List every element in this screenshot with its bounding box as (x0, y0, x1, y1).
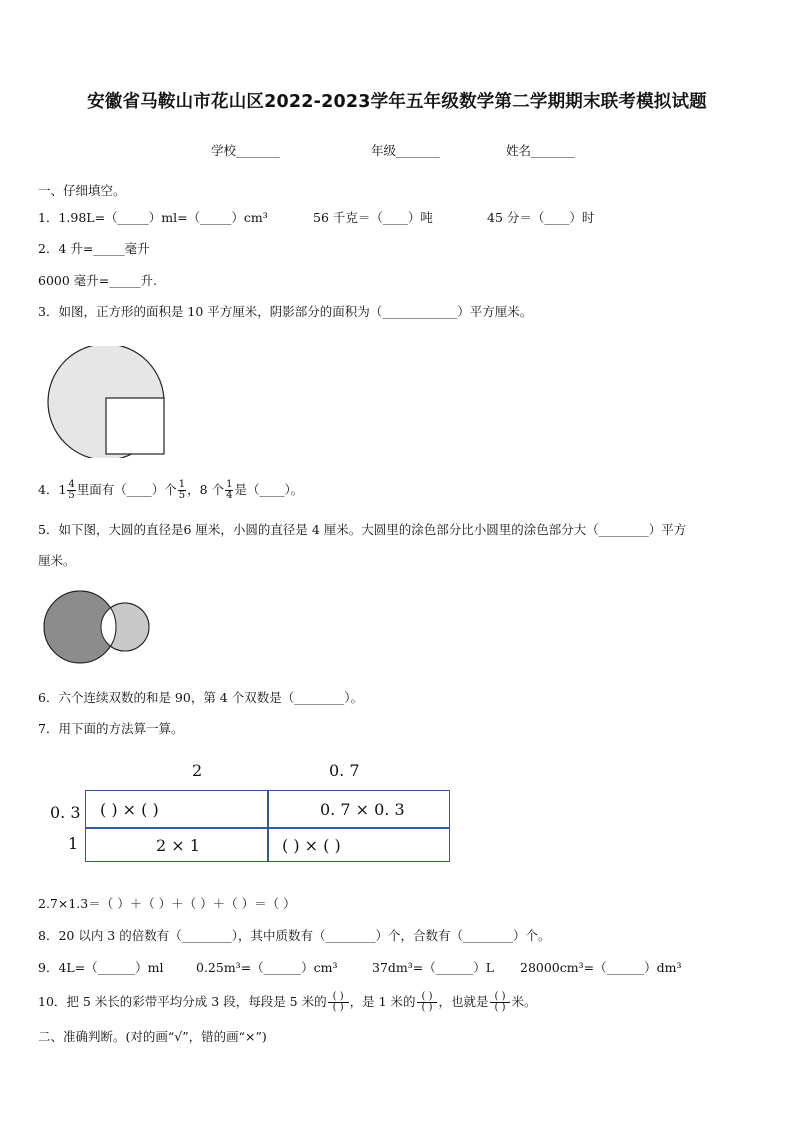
section-1-heading: 一、仔细填空。 (38, 183, 126, 198)
question-10-prefix: 10．把 5 米长的彩带平均分成 3 段，每段是 5 米的 (38, 994, 327, 1009)
question-10-text (38, 992, 537, 1013)
fraction-one-quarter (225, 480, 233, 501)
question-7-equation: 2.7×1.3＝（ ）＋（ ）＋（ ）＋（ ）＝（ ） (38, 896, 296, 911)
question-2-line-2: 6000 毫升=_____升. (38, 273, 157, 288)
circle-square-figure (40, 346, 172, 458)
fraction-numerator: 4 (68, 479, 75, 490)
grid-divider-vertical (267, 791, 269, 861)
fraction-numerator: ( ) (490, 992, 511, 1003)
grid-cell-1-2: 0. 7 × 0. 3 (320, 800, 405, 819)
fraction-numerator: 1 (178, 479, 186, 490)
question-10-suffix: 米。 (511, 994, 537, 1009)
question-4-mid-1: 里面有（____）个 (76, 482, 177, 497)
multiplication-grid (85, 790, 450, 862)
section-2-heading: 二、准确判断。(对的画“√”，错的画“×”) (38, 1029, 267, 1044)
question-9-part-c: 37dm³=（______）L (372, 960, 495, 975)
question-9-part-a: 9．4L=（______）ml (38, 960, 164, 975)
question-8-text: 8．20 以内 3 的倍数有（________），其中质数有（________）个，合数有（________）个。 (38, 928, 551, 943)
grid-cell-2-1: 2 × 1 (156, 836, 200, 855)
question-5-line-2: 厘米。 (38, 553, 76, 568)
question-4-text (38, 480, 303, 501)
question-9-part-b: 0.25m³=（______）cm³ (196, 960, 338, 975)
grade-field-label: 年级_______ (371, 143, 440, 158)
school-field-label: 学校_______ (211, 143, 280, 158)
fraction-denominator: ( ) (494, 1002, 506, 1013)
fraction-denominator: 5 (68, 490, 75, 501)
question-1-part-c: 45 分＝（____）时 (487, 210, 595, 225)
fraction-numerator: ( ) (417, 992, 438, 1003)
column-header-2: 0. 7 (329, 761, 360, 780)
question-5-line-1: 5．如下图，大圆的直径是6 厘米，小圆的直径是 4 厘米。大圆里的涂色部分比小圆里的涂色部分大（________）平方 (38, 522, 687, 537)
fraction-blank-1 (328, 992, 349, 1013)
column-header-1: 2 (192, 761, 203, 780)
inner-square (106, 398, 164, 454)
fraction-four-fifths (67, 480, 75, 501)
fraction-one-fifth (178, 480, 186, 501)
question-4-mid-2: ，8 个 (187, 482, 225, 497)
question-4-prefix: 4．1 (38, 482, 67, 497)
question-9-part-d: 28000cm³=（______）dm³ (520, 960, 682, 975)
fraction-blank-3 (490, 992, 511, 1013)
grid-divider-horizontal (86, 827, 449, 829)
fraction-denominator: 5 (178, 490, 186, 501)
grid-cell-2-2: ( ) × ( ) (282, 836, 341, 855)
question-4-suffix: 是（____）。 (234, 482, 304, 497)
row-header-2: 1 (68, 834, 79, 853)
grid-cell-1-1: ( ) × ( ) (100, 800, 159, 819)
question-1-part-a: 1．1.98L=（_____）ml=（_____）cm³ (38, 210, 268, 225)
question-7-text: 7．用下面的方法算一算。 (38, 721, 184, 736)
fraction-numerator: 1 (226, 479, 233, 490)
fraction-denominator: 4 (226, 490, 233, 501)
fraction-denominator: ( ) (332, 1002, 344, 1013)
fraction-numerator: ( ) (328, 992, 349, 1003)
question-2-line-1: 2．4 升=_____毫升 (38, 241, 150, 256)
question-10-mid-1: ，是 1 米的 (349, 994, 416, 1009)
question-1-part-b: 56 千克＝（____）吨 (313, 210, 433, 225)
name-field-label: 姓名_______ (506, 143, 575, 158)
question-6-text: 6．六个连续双数的和是 90，第 4 个双数是（________）。 (38, 690, 363, 705)
fraction-denominator: ( ) (421, 1002, 433, 1013)
fraction-blank-2 (417, 992, 438, 1013)
question-3-text: 3．如图，正方形的面积是 10 平方厘米，阴影部分的面积为（____________）平方厘米。 (38, 304, 533, 319)
question-10-mid-2: ，也就是 (438, 994, 489, 1009)
row-header-1: 0. 3 (50, 803, 81, 822)
page-title: 安徽省马鞍山市花山区2022-2023学年五年级数学第二学期期末联考模拟试题 (87, 92, 707, 112)
overlapping-circles-figure (40, 588, 155, 666)
